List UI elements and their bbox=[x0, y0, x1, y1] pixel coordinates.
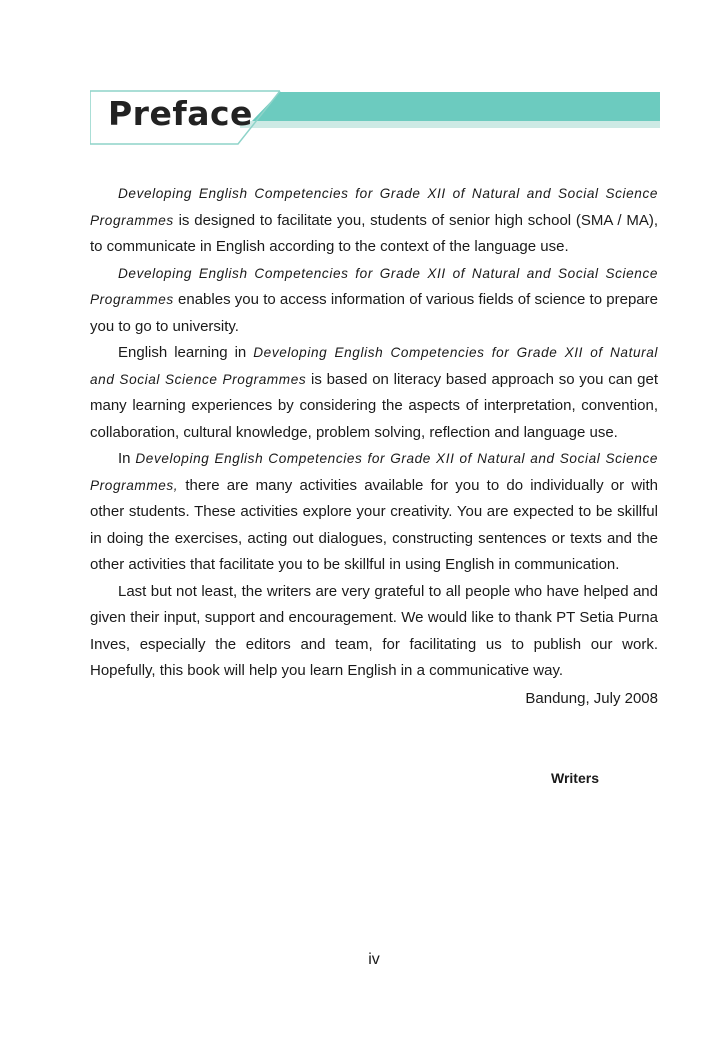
paragraph-text: In bbox=[118, 450, 136, 467]
paragraph bbox=[90, 181, 658, 261]
page-title: Preface bbox=[108, 94, 253, 133]
paragraph bbox=[90, 446, 658, 579]
paragraph-text: English learning in bbox=[118, 344, 254, 361]
book-title-reference: Developing English Competencies for Grade XII of Natural and Social Science Programmes, bbox=[90, 451, 658, 493]
paragraph-text: is based on literacy based approach so you can get many learning experiences by considering the aspects of interpretation, convention, collaboration, cultural knowledge, problem solving, reflection and language use. bbox=[90, 370, 658, 441]
page-number: iv bbox=[368, 951, 380, 968]
paragraph bbox=[90, 340, 658, 446]
book-title-reference: Developing English Competencies for Grade XII of Natural and Social Science Programmes bbox=[90, 186, 658, 228]
book-title-reference: Developing English Competencies for Grade XII of Natural and Social Science Programmes bbox=[90, 345, 659, 387]
signature: Writers bbox=[551, 770, 599, 786]
paragraph bbox=[90, 579, 658, 685]
paragraph-text: Last but not least, the writers are very grateful to all people who have helped and given their input, support and encouragement. We would like to thank PT Setia Purna Inves, especially the editors and team, for facilitating us to publish our work. Hopefully, this book will help you learn English in a communicative way. bbox=[90, 582, 658, 679]
preface-body bbox=[90, 181, 658, 685]
book-title-reference: Developing English Competencies for Grade XII of Natural and Social Science Programmes bbox=[90, 265, 658, 307]
paragraph-text: there are many activities available for you to do individually or with other students. These activities explore your creativity. You are expected to be skillful in doing the exercises, acting out dialogues, constructing sentences or texts and the other activities that facilitate you to be skillful in using English in communication. bbox=[90, 476, 658, 573]
paragraph bbox=[90, 261, 658, 341]
place-and-date: Bandung, July 2008 bbox=[525, 690, 658, 707]
preface-header bbox=[90, 90, 660, 146]
paragraph-text: is designed to facilitate you, students of senior high school (SMA / MA), to communicate in English according to the context of the language use. bbox=[90, 211, 658, 255]
paragraph-text: enables you to access information of various fields of science to prepare you to go to university. bbox=[90, 291, 658, 335]
